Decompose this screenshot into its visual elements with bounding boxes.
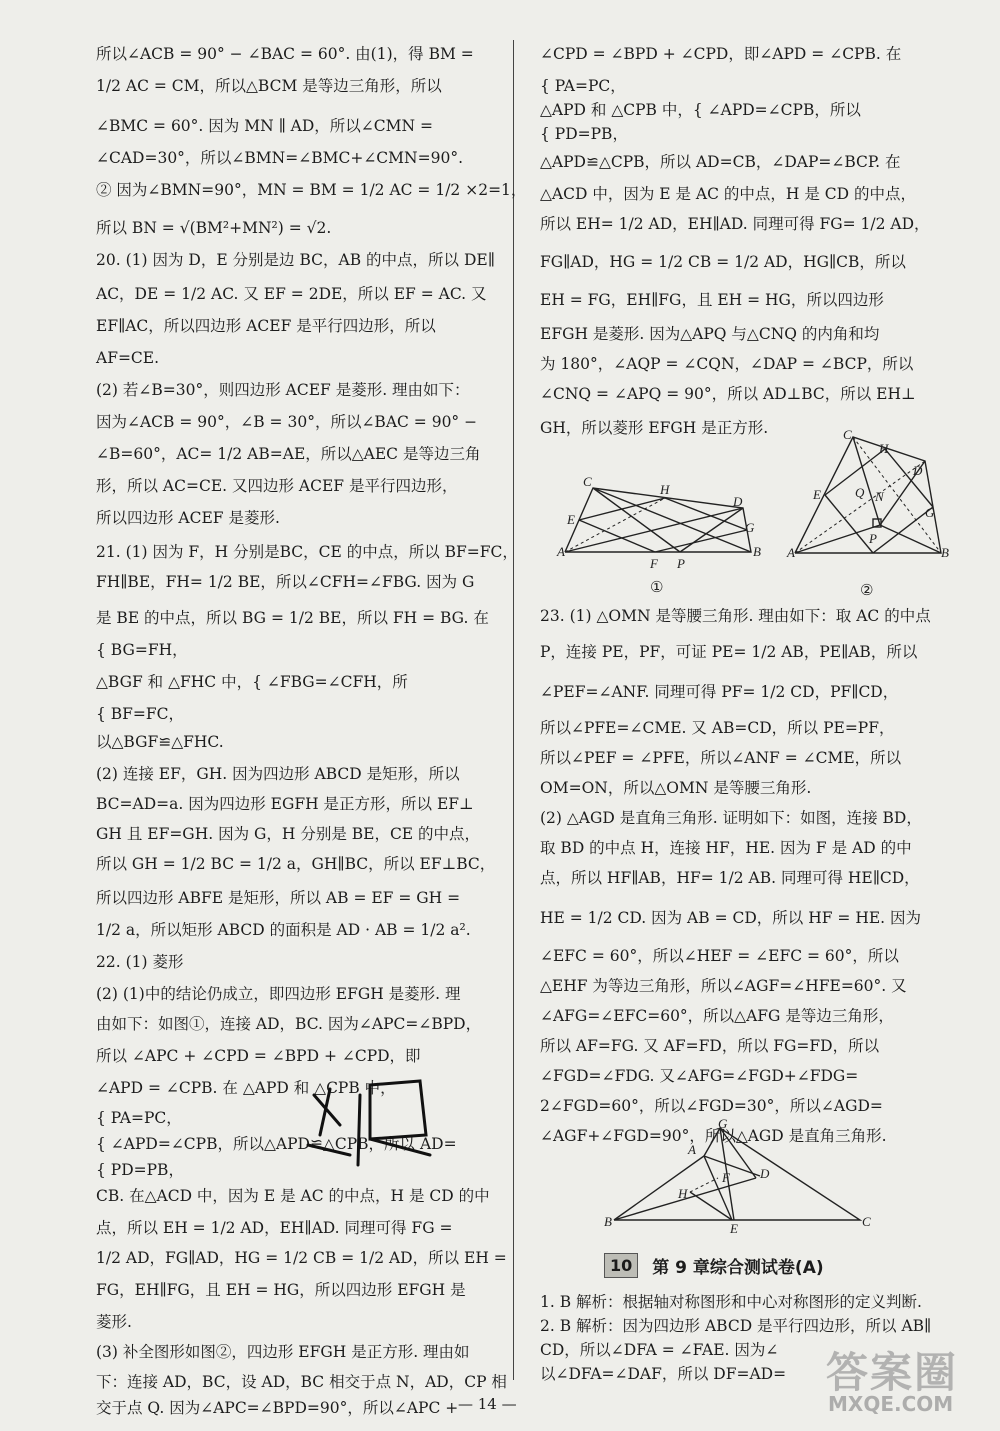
fig2-label-G: G (925, 505, 935, 520)
section-heading: 第 9 章综合测试卷(A) (652, 1257, 824, 1278)
right-lines-top-line: GH，所以菱形 EFGH 是正方形. (540, 419, 769, 437)
handwriting-mark (300, 1075, 440, 1175)
right-lines-top-line: 为 180°，∠AQP = ∠CQN，∠DAP = ∠BCP，所以 (540, 355, 914, 373)
right-lines-bottom-line: 2. B 解析：因为四边形 ABCD 是平行四边形，所以 AB∥ (540, 1317, 932, 1335)
left-lines-line: AF=CE. (96, 349, 160, 367)
left-lines-line: (2) 若∠B=30°，则四边形 ACEF 是菱形. 理由如下： (96, 381, 470, 399)
fig1-label-H: H (660, 482, 670, 497)
left-lines-line: 1/2 AD，FG∥AD，HG = 1/2 CB = 1/2 AD，所以 EH = (96, 1249, 507, 1267)
fig1-label-G: G (745, 520, 755, 535)
left-lines-line: 1/2 a，所以矩形 ABCD 的面积是 AD · AB = 1/2 a². (96, 921, 471, 939)
right-lines-top-line: { PA=PC， (540, 77, 626, 95)
right-lines-mid-line: 取 BD 的中点 H，连接 HF，HE. 因为 F 是 AD 的中 (540, 839, 912, 857)
left-lines-line: ∠BMC = 60°. 因为 MN ∥ AD，所以∠CMN = (96, 117, 433, 135)
figure-3 (600, 1118, 875, 1233)
right-lines-mid-line: 所以∠PEF = ∠PFE，所以∠ANF = ∠CME，所以 (540, 749, 902, 767)
left-lines-line: (2) 连接 EF，GH. 因为四边形 ABCD 是矩形，所以 (96, 765, 460, 783)
left-lines-line: 所以 BN = √(BM²+MN²) = √2. (96, 219, 332, 237)
right-lines-mid-line: ∠AFG=∠EFC=60°，所以△AFG 是等边三角形， (540, 1007, 894, 1025)
fig1-caption: ① (650, 578, 664, 596)
left-lines-line: 由如下：如图①，连接 AD，BC. 因为∠APC=∠BPD， (96, 1015, 482, 1033)
figure-1 (555, 470, 765, 600)
fig1-label-E: E (567, 512, 575, 527)
left-lines-line: FG，EH∥FG，且 EH = HG，所以四边形 EFGH 是 (96, 1281, 466, 1299)
right-lines-top-line: EH = FG，EH∥FG，且 EH = HG，所以四边形 (540, 291, 884, 309)
left-lines-line: 下：连接 AD，BC，设 AD，BC 相交于点 N，AD，CP 相 (96, 1373, 507, 1391)
fig1-label-C: C (583, 474, 592, 489)
right-lines-top-line: △ACD 中，因为 E 是 AC 的中点，H 是 CD 的中点， (540, 185, 916, 203)
left-lines-line: AC，DE = 1/2 AC. 又 EF = 2DE，所以 EF = AC. 又 (96, 285, 487, 303)
left-lines-line: (2) (1)中的结论仍成立，即四边形 EFGH 是菱形. 理 (96, 985, 461, 1003)
left-lines-line: 所以∠ACB = 90° − ∠BAC = 60°. 由(1)，得 BM = (96, 45, 474, 63)
fig1-label-P: P (677, 556, 685, 571)
left-lines-line: FH∥BE，FH= 1/2 BE，所以∠CFH=∠FBG. 因为 G (96, 573, 475, 591)
fig3-label-B: B (604, 1214, 612, 1229)
left-lines-line: 是 BE 的中点，所以 BG = 1/2 BE，所以 FH = BG. 在 (96, 609, 489, 627)
left-lines-line: CB. 在△ACD 中，因为 E 是 AC 的中点，H 是 CD 的中 (96, 1187, 490, 1205)
left-lines-line: (3) 补全图形如图②，四边形 EFGH 是正方形. 理由如 (96, 1343, 470, 1361)
right-lines-top-line: { PD=PB， (540, 125, 628, 143)
fig3-label-F: F (722, 1170, 730, 1185)
right-lines-bottom-line: 以∠DFA=∠DAF，所以 DF=AD= (540, 1365, 787, 1383)
fig3-label-G: G (718, 1118, 728, 1131)
right-lines-top-line: ∠CPD = ∠BPD + ∠CPD，即∠APD = ∠CPB. 在 (540, 45, 902, 63)
right-lines-mid-line: 所以∠PFE=∠CME. 又 AB=CD，所以 PE=PF， (540, 719, 895, 737)
fig1-label-D: D (733, 494, 743, 509)
right-lines-top-line: △APD 和 △CPB 中，{ ∠APD=∠CPB，所以 (540, 101, 861, 119)
fig2-label-B: B (941, 545, 949, 560)
left-lines-line: { BG=FH， (96, 641, 188, 659)
right-lines-bottom-line: CD，所以∠DFA = ∠FAE. 因为∠ (540, 1341, 779, 1359)
fig2-label-A: A (787, 545, 795, 560)
left-lines-line: 22. (1) 菱形 (96, 953, 184, 971)
left-lines-line: GH 且 EF=GH. 因为 G，H 分别是 BE，CE 的中点， (96, 825, 481, 843)
left-lines-line: 形，所以 AC=CE. 又四边形 ACEF 是平行四边形， (96, 477, 458, 495)
fig2-label-Q: Q (855, 485, 865, 500)
right-lines-mid-line: P，连接 PE，PF，可证 PE= 1/2 AB，PE∥AB，所以 (540, 643, 918, 661)
left-lines-line: 菱形. (96, 1313, 132, 1331)
left-lines-line: 1/2 AC = CM，所以△BCM 是等边三角形，所以 (96, 77, 442, 95)
watermark-url: MXQE.COM (828, 1392, 954, 1416)
left-lines-line: 所以 GH = 1/2 BC = 1/2 a，GH∥BC，所以 EF⊥BC， (96, 855, 496, 873)
fig2-label-H: H (879, 441, 889, 456)
fig2-caption: ② (860, 581, 874, 599)
left-lines-line: { BF=FC， (96, 705, 185, 723)
fig2-label-D: D (913, 463, 923, 478)
left-lines-line: 所以四边形 ACEF 是菱形. (96, 509, 280, 527)
left-lines-line: EF∥AC，所以四边形 ACEF 是平行四边形，所以 (96, 317, 436, 335)
left-lines-line: { PD=PB， (96, 1161, 184, 1179)
watermark-logo: 答案圈 (826, 1348, 959, 1397)
fig3-label-C: C (862, 1214, 871, 1229)
left-lines-line: ∠B=60°，AC= 1/2 AB=AE，所以△AEC 是等边三角 (96, 445, 481, 463)
fig1-label-B: B (753, 544, 761, 559)
right-lines-bottom-line: 1. B 解析：根据轴对称图形和中心对称图形的定义判断. (540, 1293, 922, 1311)
right-lines-mid-line: (2) △AGD 是直角三角形. 证明如下：如图，连接 BD， (540, 809, 922, 827)
right-lines-top-line: FG∥AD，HG = 1/2 CB = 1/2 AD，HG∥CB，所以 (540, 253, 906, 271)
left-lines-line: 所以 ∠APC + ∠CPD = ∠BPD + ∠CPD，即 (96, 1047, 421, 1065)
left-lines-line: 交于点 Q. 因为∠APC=∠BPD=90°，所以∠APC + (96, 1399, 459, 1417)
section-title (604, 1250, 824, 1280)
right-lines-mid-line: ∠PEF=∠ANF. 同理可得 PF= 1/2 CD，PF∥CD， (540, 683, 899, 701)
left-lines-line: 20. (1) 因为 D，E 分别是边 BC，AB 的中点，所以 DE∥ (96, 251, 495, 269)
right-lines-mid-line: 2∠FGD=60°，所以∠FGD=30°，所以∠AGD= (540, 1097, 883, 1115)
right-lines-mid-line: 23. (1) △OMN 是等腰三角形. 理由如下：取 AC 的中点 (540, 607, 931, 625)
right-lines-top-line: ∠CNQ = ∠APQ = 90°，所以 AD⊥BC，所以 EH⊥ (540, 385, 916, 403)
right-lines-mid-line: HE = 1/2 CD. 因为 AB = CD，所以 HF = HE. 因为 (540, 909, 921, 927)
left-lines-line: ② 因为∠BMN=90°，MN = BM = 1/2 AC = 1/2 ×2=1， (96, 181, 527, 199)
right-lines-mid-line: 所以 AF=FG. 又 AF=FD，所以 FG=FD，所以 (540, 1037, 880, 1055)
left-lines-line: { PA=PC， (96, 1109, 182, 1127)
fig1-label-A: A (557, 544, 565, 559)
figure-2 (785, 425, 955, 600)
right-lines-top-line: △APD≌△CPB，所以 AD=CB，∠DAP=∠BCP. 在 (540, 153, 901, 171)
fig2-label-C: C (843, 427, 852, 442)
fig3-label-D: D (760, 1166, 770, 1181)
page-number: — 14 — (458, 1395, 517, 1413)
fig3-label-A: A (688, 1142, 696, 1157)
right-lines-mid-line: ∠EFC = 60°，所以∠HEF = ∠EFC = 60°，所以 (540, 947, 899, 965)
right-lines-mid-line: ∠FGD=∠FDG. 又∠AFG=∠FGD+∠FDG= (540, 1067, 859, 1085)
left-lines-line: ∠APD = ∠CPB. 在 △APD 和 △CPB 中， (96, 1079, 396, 1097)
left-lines-line: 以△BGF≌△FHC. (96, 733, 224, 751)
left-lines-line: ∠CAD=30°，所以∠BMN=∠BMC+∠CMN=90°. (96, 149, 463, 167)
fig2-label-E: E (813, 487, 821, 502)
left-lines-line: △BGF 和 △FHC 中，{ ∠FBG=∠CFH，所 (96, 673, 408, 691)
fig3-label-E: E (730, 1221, 738, 1233)
fig1-label-F: F (650, 556, 658, 571)
column-divider (513, 40, 514, 1380)
right-lines-top-line: EFGH 是菱形. 因为△APQ 与△CNQ 的内角和均 (540, 325, 880, 343)
right-lines-mid-line: △EHF 为等边三角形，所以∠AGF=∠HFE=60°. 又 (540, 977, 907, 995)
left-lines-line: 因为∠ACB = 90°，∠B = 30°，所以∠BAC = 90° − (96, 413, 478, 431)
right-lines-mid-line: 点，所以 HF∥AB，HF= 1/2 AB. 同理可得 HE∥CD， (540, 869, 920, 887)
left-lines-line: 所以四边形 ABFE 是矩形，所以 AB = EF = GH = (96, 889, 461, 907)
fig3-label-H: H (678, 1186, 688, 1201)
section-number: 10 (604, 1253, 638, 1278)
right-lines-mid-line: ∠AGF+∠FGD=90°，所以△AGD 是直角三角形. (540, 1127, 887, 1145)
right-lines-mid-line: OM=ON，所以△OMN 是等腰三角形. (540, 779, 812, 797)
left-lines-line: { ∠APD=∠CPB，所以△APD≌△CPB，所以 AD= (96, 1135, 457, 1153)
right-lines-top-line: 所以 EH= 1/2 AD，EH∥AD. 同理可得 FG= 1/2 AD， (540, 215, 930, 233)
left-lines-line: 点，所以 EH = 1/2 AD，EH∥AD. 同理可得 FG = (96, 1219, 453, 1237)
left-lines-line: 21. (1) 因为 F，H 分别是BC，CE 的中点，所以 BF=FC， (96, 543, 518, 561)
left-lines-line: BC=AD=a. 因为四边形 EGFH 是正方形，所以 EF⊥ (96, 795, 474, 813)
fig2-label-N: N (875, 489, 884, 504)
fig2-label-P: P (869, 531, 877, 546)
